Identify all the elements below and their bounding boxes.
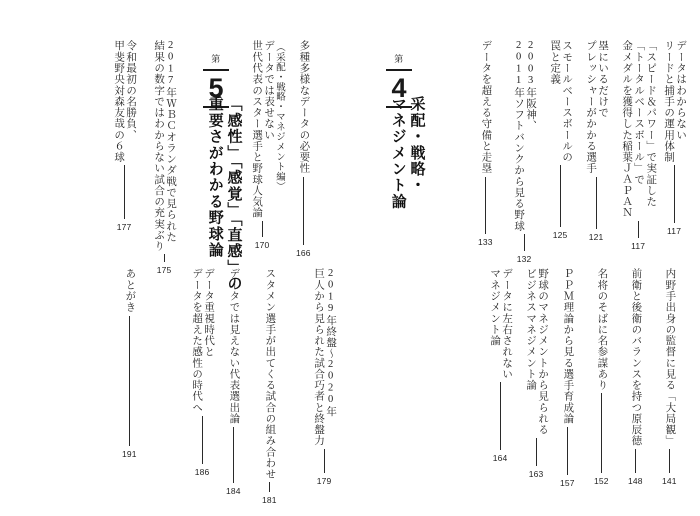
toc-entry-rule (638, 221, 639, 238)
toc-entry-page: 164 (492, 453, 508, 464)
chapter-4-bar-top (386, 69, 412, 71)
toc-entry-page: 166 (296, 247, 311, 258)
toc-entry[interactable] (190, 268, 214, 477)
toc-entry-title: 内野手出身の監督に見る「大局観」 (664, 268, 676, 447)
toc-entry-page: 133 (478, 236, 493, 247)
toc-entry-rule (536, 438, 537, 466)
chapter-4-number: 4 (391, 73, 407, 103)
toc-entry-page: 152 (594, 476, 609, 487)
toc-entry-title: データはわからない リードと捕手の運用体制 (663, 40, 687, 163)
toc-entry-page: 177 (116, 222, 132, 233)
toc-entry-title: 多種多様なデータの必要性 (298, 40, 310, 174)
toc-entry-rule (596, 177, 597, 229)
toc-entry-title: あとがき (124, 268, 136, 313)
toc-entry-title: ＰＰＭ理論から見る選手育成論 (562, 268, 574, 424)
toc-entry-rule (669, 449, 670, 473)
toc-entry[interactable] (662, 40, 686, 236)
toc-entry-page: 157 (560, 477, 575, 488)
toc-entry[interactable] (478, 40, 493, 247)
toc-entry-page: 121 (588, 231, 604, 242)
toc-entry[interactable] (662, 268, 677, 486)
toc-entry-rule (233, 427, 234, 483)
toc-entry[interactable] (262, 268, 277, 505)
toc-entry-title: データに左右されない マネジメント論 (489, 268, 513, 380)
toc-entry-title: 「スピード＆パワー」で実証した 「トータルベースボール」で 金メダルを獲得した稲葉ＪＡＰＡＮ (621, 40, 657, 219)
toc-entry[interactable] (296, 40, 311, 258)
toc-entry-page: 186 (194, 466, 210, 477)
toc-entry-page: 148 (628, 476, 643, 487)
toc-entry-page: 141 (662, 476, 677, 487)
toc-entry-rule (500, 382, 501, 450)
toc-entry[interactable] (512, 40, 536, 264)
toc-entry[interactable] (226, 268, 241, 496)
toc-entry[interactable] (122, 268, 137, 459)
toc-entry-page: 191 (122, 448, 137, 459)
toc-entry-page: 117 (631, 241, 646, 252)
chapter-5-bar-top (203, 69, 229, 71)
toc-entry-rule (635, 449, 636, 473)
toc-entry-rule (303, 177, 304, 245)
toc-entry-page: 132 (516, 254, 532, 265)
toc-entry[interactable] (152, 40, 176, 275)
toc-entry-rule (324, 449, 325, 473)
toc-entry-rule (262, 221, 263, 237)
toc-entry-title: データでは表せない 世代代表のスター選手と野球人気論 (251, 40, 275, 219)
toc-entry[interactable] (524, 268, 548, 479)
toc-entry[interactable] (312, 268, 336, 486)
toc-entry-rule (601, 393, 602, 473)
toc-entry[interactable] (548, 40, 572, 240)
chapter-5-number: 5 (208, 73, 224, 103)
toc-entry[interactable] (584, 40, 608, 242)
toc-entry-title: データを超える守備と走塁 (480, 40, 492, 174)
chapter-4-title: 采配・戦略・ マネジメント論 (389, 96, 425, 210)
toc-entry-rule (124, 165, 125, 219)
toc-entry-title: 野球のマネジメントから見られる ビジネスマネジメント論 (525, 268, 549, 435)
toc-entry-title: 名将のそばに名参謀あり (596, 268, 608, 391)
chapter-5-title: 「感性」「感覚」「直感」の 重要さがわかる野球論 (206, 96, 242, 292)
toc-entry-page: 170 (254, 240, 270, 251)
toc-entry-page: 117 (667, 226, 682, 237)
toc-entry-page: 163 (528, 468, 544, 479)
toc-entry-rule (164, 254, 165, 262)
toc-entry-rule (202, 416, 203, 464)
toc-entry-title: 前衛と後衛のバランスを持つ原辰徳 (630, 268, 642, 447)
toc-entry-page: 179 (316, 476, 332, 487)
toc-entry-rule (485, 177, 486, 234)
toc-entry-title: 2019年終盤～2020年 巨人から見られた試合巧者と終盤力 (313, 268, 337, 447)
toc-entry-title: データ重視時代と データを超えた感性の時代へ (191, 268, 215, 413)
toc-entry-page: 184 (226, 485, 241, 496)
toc-entry-page: 175 (156, 265, 172, 276)
toc-entry-rule (129, 316, 130, 446)
toc-entry-title: 塁にいるだけで プレッシャーがかかる選手 (585, 40, 609, 174)
toc-entry-rule (567, 427, 568, 475)
toc-entry[interactable] (628, 268, 643, 486)
toc-entry-title: 2003年阪神、 2011年ソフトバンクから見る野球 (513, 40, 537, 232)
toc-entry[interactable] (112, 40, 136, 232)
toc-entry-title: スモールベースボールの 罠と定義 (549, 40, 573, 163)
toc-entry-page: 125 (552, 230, 568, 241)
toc-entry-title: スタメン選手が出てくる試合の組み合わせ (264, 268, 276, 480)
chapter-5-subtitle: （采配・戦略・マネジメント編） (274, 42, 284, 192)
toc-entry[interactable] (488, 268, 512, 463)
toc-entry-title: 令和最初の名勝負、 甲斐野央対森友哉の６球 (113, 40, 137, 163)
toc-entry[interactable] (250, 40, 274, 250)
chapter-4-kanji: 第 (394, 54, 404, 64)
toc-entry-title: 2017年ＷＢＣオランダ戦で見られた 結果の数字ではわからない試合の充実ぶり (153, 40, 177, 252)
toc-entry[interactable] (620, 40, 656, 251)
toc-entry-rule (524, 234, 525, 251)
toc-entry-page: 181 (262, 495, 277, 506)
toc-entry[interactable] (560, 268, 575, 488)
chapter-5-kanji: 第 (211, 54, 221, 64)
toc-entry-rule (560, 165, 561, 227)
toc-entry-rule (269, 482, 270, 492)
toc-entry[interactable] (594, 268, 609, 486)
toc-entry-title: データでは見えない代表選出論 (228, 268, 240, 424)
toc-entry-rule (674, 165, 675, 223)
